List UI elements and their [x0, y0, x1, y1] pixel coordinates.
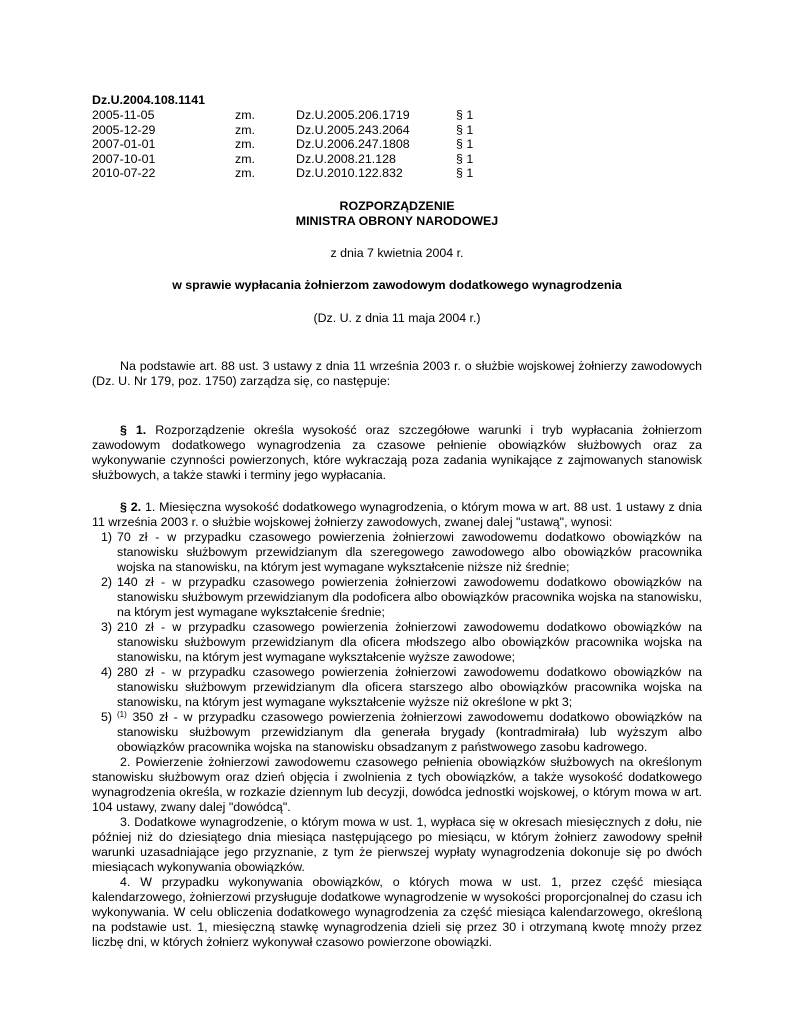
amendment-ref: Dz.U.2008.21.128 — [296, 151, 396, 166]
document-subject: w sprawie wypłacania żołnierzom zawodowym dodatkowego wynagrodzenia — [172, 277, 622, 292]
amendment-paragraph: § 1 — [456, 122, 474, 137]
amendment-date: 2007-10-01 — [92, 151, 156, 166]
amendment-date: 2005-11-05 — [92, 108, 155, 122]
amendment-type: zm. — [235, 151, 255, 166]
amendment-ref: Dz.U.2005.206.1719 — [296, 108, 410, 122]
amendment-row — [92, 166, 702, 181]
section-1-label: § 1. — [120, 422, 147, 437]
document-id: Dz.U.2004.108.1141 — [92, 93, 205, 107]
amendment-type: zm. — [235, 122, 255, 137]
item-number: 3) — [100, 619, 112, 634]
amendment-row — [92, 152, 702, 167]
rates-list — [92, 530, 702, 755]
list-item — [92, 710, 702, 755]
subsection-4: 4. W przypadku wykonywania obowiązków, o których mowa w ust. 1, przez część miesiąca kalendarzowego, żołnierzowi przysługuje dodatkowe wynagrodzenie w wysokości proporcjonalnej do czasu ich wykonywania. W celu obliczenia dodatkowego wynagrodzenia za część miesiąca kalendarzowego, określoną na podstawie ust. 1, miesięczną stawkę wynagrodzenia dzieli się przez 30 i otrzymaną kwotę mnoży przez liczbę dni, w których żołnierz wykonywał czasowo powierzone obowiązki. — [92, 874, 702, 949]
item-number: 1) — [100, 529, 112, 544]
amendment-row — [92, 108, 702, 123]
amendment-paragraph: § 1 — [456, 108, 474, 122]
item-number: 5) — [100, 709, 112, 724]
footnote-marker: (1) — [117, 709, 127, 719]
document-title — [92, 199, 702, 229]
amendment-ref: Dz.U.2010.122.832 — [296, 166, 403, 181]
list-item — [92, 530, 702, 575]
title-line-2: MINISTRA OBRONY NARODOWEJ — [295, 213, 499, 228]
publication-info: (Dz. U. z dnia 11 maja 2004 r.) — [313, 310, 481, 325]
subsection-2: 2. Powierzenie żołnierzowi zawodowemu czasowego pełnienia obowiązków służbowych na określonym stanowisku służbowym oraz dzień objęcia i zwolnienia z tych obowiązków, a także wysokość dodatkowego wynagrodzenia określa, w rozkazie dziennym lub decyzji, dowódca jednostki wojskowej, o którym mowa w art. 104 ustawy, zwany dalej "dowódcą". — [92, 754, 702, 814]
section-2-text: 1. Miesięczna wysokość dodatkowego wynagrodzenia, o którym mowa w art. 88 ust. 1 ustawy z dnia 11 września 2003 r. o służbie wojskowej żołnierzy zawodowych, zwanej dalej "ustawą", wynosi: — [92, 499, 702, 529]
amendment-paragraph: § 1 — [456, 166, 474, 181]
list-item — [92, 620, 702, 665]
list-item — [92, 665, 702, 710]
amendment-ref: Dz.U.2005.243.2064 — [296, 122, 410, 137]
section-2 — [92, 500, 702, 530]
amendment-paragraph: § 1 — [456, 137, 474, 152]
amendment-date: 2010-07-22 — [92, 166, 156, 181]
item-text: 280 zł - w przypadku czasowego powierzenia żołnierzowi zawodowemu dodatkowo obowiązków na stanowisku służbowym przewidzianym dla oficera starszego albo obowiązków pracownika wojska na stanowisku, na którym jest wymagane wykształcenie wyższe niż określone w pkt 3; — [117, 664, 702, 709]
amendments-table — [92, 108, 702, 181]
list-item — [92, 575, 702, 620]
amendment-date: 2005-12-29 — [92, 122, 156, 137]
section-2-label: § 2. — [120, 499, 142, 514]
item-text: 350 zł - w przypadku czasowego powierzenia żołnierzowi zawodowemu dodatkowo obowiązków na stanowisku służbowym przewidzianym dla generała brygady (kontradmirała) lub wyższym albo obowiązków pracownika wojska na stanowisku obsadzanym z państwowego zasobu kadrowego. — [117, 709, 702, 754]
item-text: 210 zł - w przypadku czasowego powierzenia żołnierzowi zawodowemu dodatkowo obowiązków na stanowisku służbowym przewidzianym dla oficera młodszego albo obowiązków pracownika wojska na stanowisku, na którym jest wymagane wykształcenie wyższe zawodowe; — [117, 619, 702, 664]
item-number: 2) — [100, 574, 112, 589]
document-page — [92, 93, 702, 950]
amendment-type: zm. — [235, 137, 255, 152]
item-number: 4) — [100, 664, 112, 679]
legal-basis-paragraph: Na podstawie art. 88 ust. 3 ustawy z dnia 11 września 2003 r. o służbie wojskowej żołnierzy zawodowych (Dz. U. Nr 179, poz. 1750) zarządza się, co następuje: — [92, 358, 702, 388]
amendment-date: 2007-01-01 — [92, 137, 156, 152]
amendment-type: zm. — [235, 108, 255, 122]
amendment-ref: Dz.U.2006.247.1808 — [296, 137, 410, 152]
section-1 — [92, 423, 702, 483]
item-text: 140 zł - w przypadku czasowego powierzenia żołnierzowi zawodowemu dodatkowo obowiązków na stanowisku służbowym przewidzianym dla podoficera albo obowiązków pracownika wojska na stanowisku, na którym jest wymagane wykształcenie średnie; — [117, 574, 702, 619]
amendment-type: zm. — [235, 166, 255, 181]
amendment-paragraph: § 1 — [456, 151, 474, 166]
amendment-row — [92, 123, 702, 138]
issue-date: z dnia 7 kwietnia 2004 r. — [330, 245, 464, 260]
item-text: 70 zł - w przypadku czasowego powierzenia żołnierzowi zawodowemu dodatkowo obowiązków na stanowisku służbowym przewidzianym dla szeregowego zawodowego albo obowiązków pracownika wojska na stanowisku, na którym jest wymagane wykształcenie niższe niż średnie; — [117, 529, 702, 574]
title-line-1: ROZPORZĄDZENIE — [339, 198, 455, 213]
subsection-3: 3. Dodatkowe wynagrodzenie, o którym mowa w ust. 1, wypłaca się w okresach miesięcznych z dołu, nie później niż do dziesiątego dnia miesiąca następującego po miesiącu, w którym żołnierz zawodowy spełnił warunki uzasadniające jego przyznanie, z tym że pierwszej wypłaty wynagrodzenia dokonuje się po dwóch miesiącach wykonywania obowiązków. — [92, 814, 702, 874]
section-1-text: Rozporządzenie określa wysokość oraz szczegółowe warunki i tryb wypłacania żołnierzom zawodowym dodatkowego wynagrodzenia za czasowe pełnienie obowiązków służbowych oraz za wykonywanie czynności powierzonych, które wykraczają poza zadania wynikające z zajmowanych stanowisk służbowych, a także stawki i terminy jego wypłacania. — [92, 422, 702, 482]
amendment-row — [92, 137, 702, 152]
